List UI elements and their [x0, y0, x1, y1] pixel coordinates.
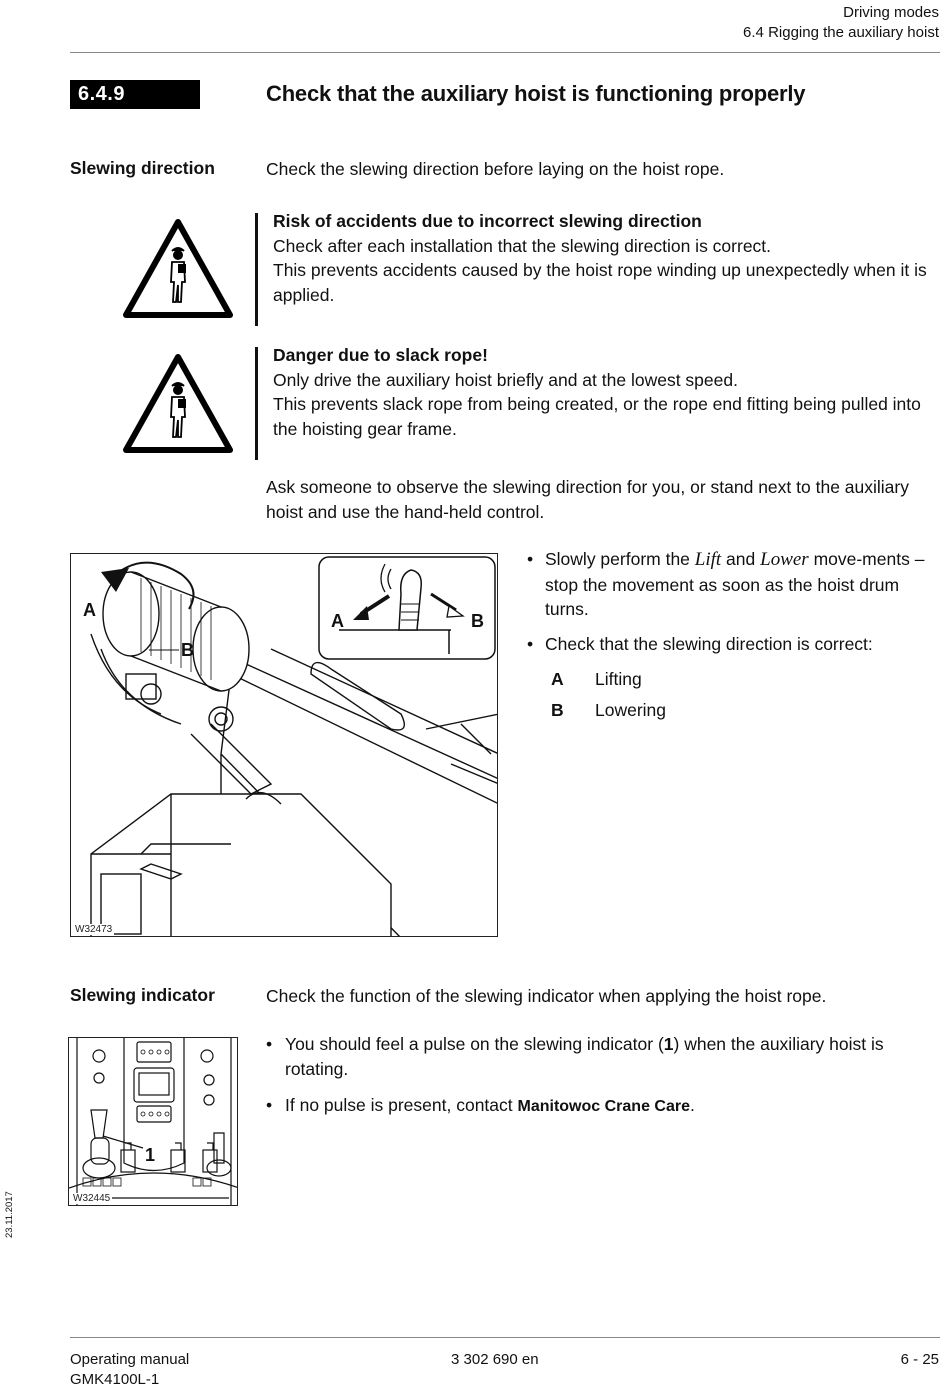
lift-term: Lift	[694, 549, 722, 570]
footer-rule	[70, 1337, 940, 1338]
header-rule	[70, 52, 940, 53]
lower-term: Lower	[760, 549, 809, 570]
slewing-indicator-label: Slewing indicator	[70, 985, 215, 1005]
figure-code: W32473	[75, 924, 113, 935]
control-panel-figure	[68, 1037, 238, 1206]
bullet-text: .	[689, 1095, 695, 1115]
bullet-lift-lower	[527, 547, 942, 622]
bullet-text: move-ments – stop the movement as soon as the hoist drum turns.	[545, 549, 925, 619]
warning-bar	[255, 347, 258, 460]
warning-person-icon	[122, 218, 234, 320]
bullet-text: If no pulse is present, contact	[285, 1095, 518, 1115]
section-title: Check that the auxiliary hoist is functioning properly	[266, 81, 806, 106]
bullet-text: Check that the slewing direction is correct:	[545, 634, 873, 654]
header-chapter: Driving modes	[843, 4, 939, 21]
auxiliary-hoist-drawing	[71, 554, 498, 937]
legend-value-lowering: Lowering	[595, 700, 667, 720]
figure-label-b: B	[181, 640, 194, 660]
figure-label-a: A	[83, 600, 96, 620]
footer-page-number: 6 - 25	[900, 1351, 939, 1368]
warning-line: This prevents accidents caused by the hoist rope winding up unexpectedly when it is applied.	[273, 260, 927, 305]
slewing-direction-label: Slewing direction	[70, 158, 215, 178]
bullet-text: Slowly perform the	[545, 549, 695, 569]
footer-doc-number: 3 302 690 en	[451, 1351, 539, 1368]
legend-value-lifting: Lifting	[595, 669, 642, 689]
auxiliary-hoist-figure	[70, 553, 498, 937]
warning-person-icon	[122, 353, 234, 455]
footer-doc-info	[70, 1350, 189, 1384]
bullet-text: You should feel a pulse on the slewing indicator (	[285, 1034, 664, 1054]
bullet-check-direction	[527, 632, 942, 657]
bullet-text: ) when the auxiliary hoist is rotating.	[285, 1034, 884, 1079]
slewing-indicator-intro: Check the function of the slewing indicator when applying the hoist rope.	[266, 986, 827, 1006]
warning-line: Check after each installation that the slewing direction is correct.	[273, 235, 772, 256]
side-date: 23.11.2017	[4, 1191, 15, 1238]
slewing-direction-intro: Check the slewing direction before laying on the hoist rope.	[266, 159, 725, 179]
bullet-dot: •	[266, 1034, 273, 1054]
indicator-number: 1	[663, 1034, 674, 1054]
legend-key-b: B	[551, 700, 564, 720]
observe-instruction: Ask someone to observe the slewing direction for you, or stand next to the auxiliary hoist and use the hand-held control.	[266, 477, 909, 522]
crane-care-brand: Manitowoc Crane Care	[517, 1098, 690, 1115]
warning-slack-rope	[273, 343, 943, 441]
section-number: 6.4.9	[70, 80, 200, 109]
footer-doc-type: Operating manual	[70, 1351, 190, 1368]
bullet-pulse	[266, 1032, 942, 1081]
bullet-dot: •	[266, 1095, 273, 1115]
warning-incorrect-slewing	[273, 209, 943, 307]
warning-line: Only drive the auxiliary hoist briefly and at the lowest speed.	[273, 369, 738, 390]
bullet-dot: •	[527, 549, 534, 569]
bullet-no-pulse	[266, 1093, 942, 1120]
legend-key-a: A	[551, 669, 564, 689]
bullet-dot: •	[527, 634, 534, 654]
warning-line: This prevents slack rope from being created, or the rope end fitting being pulled into the hoisting gear frame.	[273, 394, 921, 439]
footer-model: GMK4100L-1	[70, 1371, 160, 1384]
inset-label-a: A	[331, 611, 344, 631]
figure-code: W32445	[73, 1193, 111, 1204]
callout-1: 1	[145, 1145, 156, 1165]
warning-bar	[255, 213, 258, 326]
warning-title: Risk of accidents due to incorrect slewing direction	[273, 211, 702, 231]
header-section: 6.4 Rigging the auxiliary hoist	[743, 24, 939, 41]
control-panel-drawing	[69, 1038, 238, 1206]
inset-label-b: B	[471, 611, 484, 631]
warning-title: Danger due to slack rope!	[273, 345, 488, 365]
bullet-text: and	[721, 549, 761, 569]
